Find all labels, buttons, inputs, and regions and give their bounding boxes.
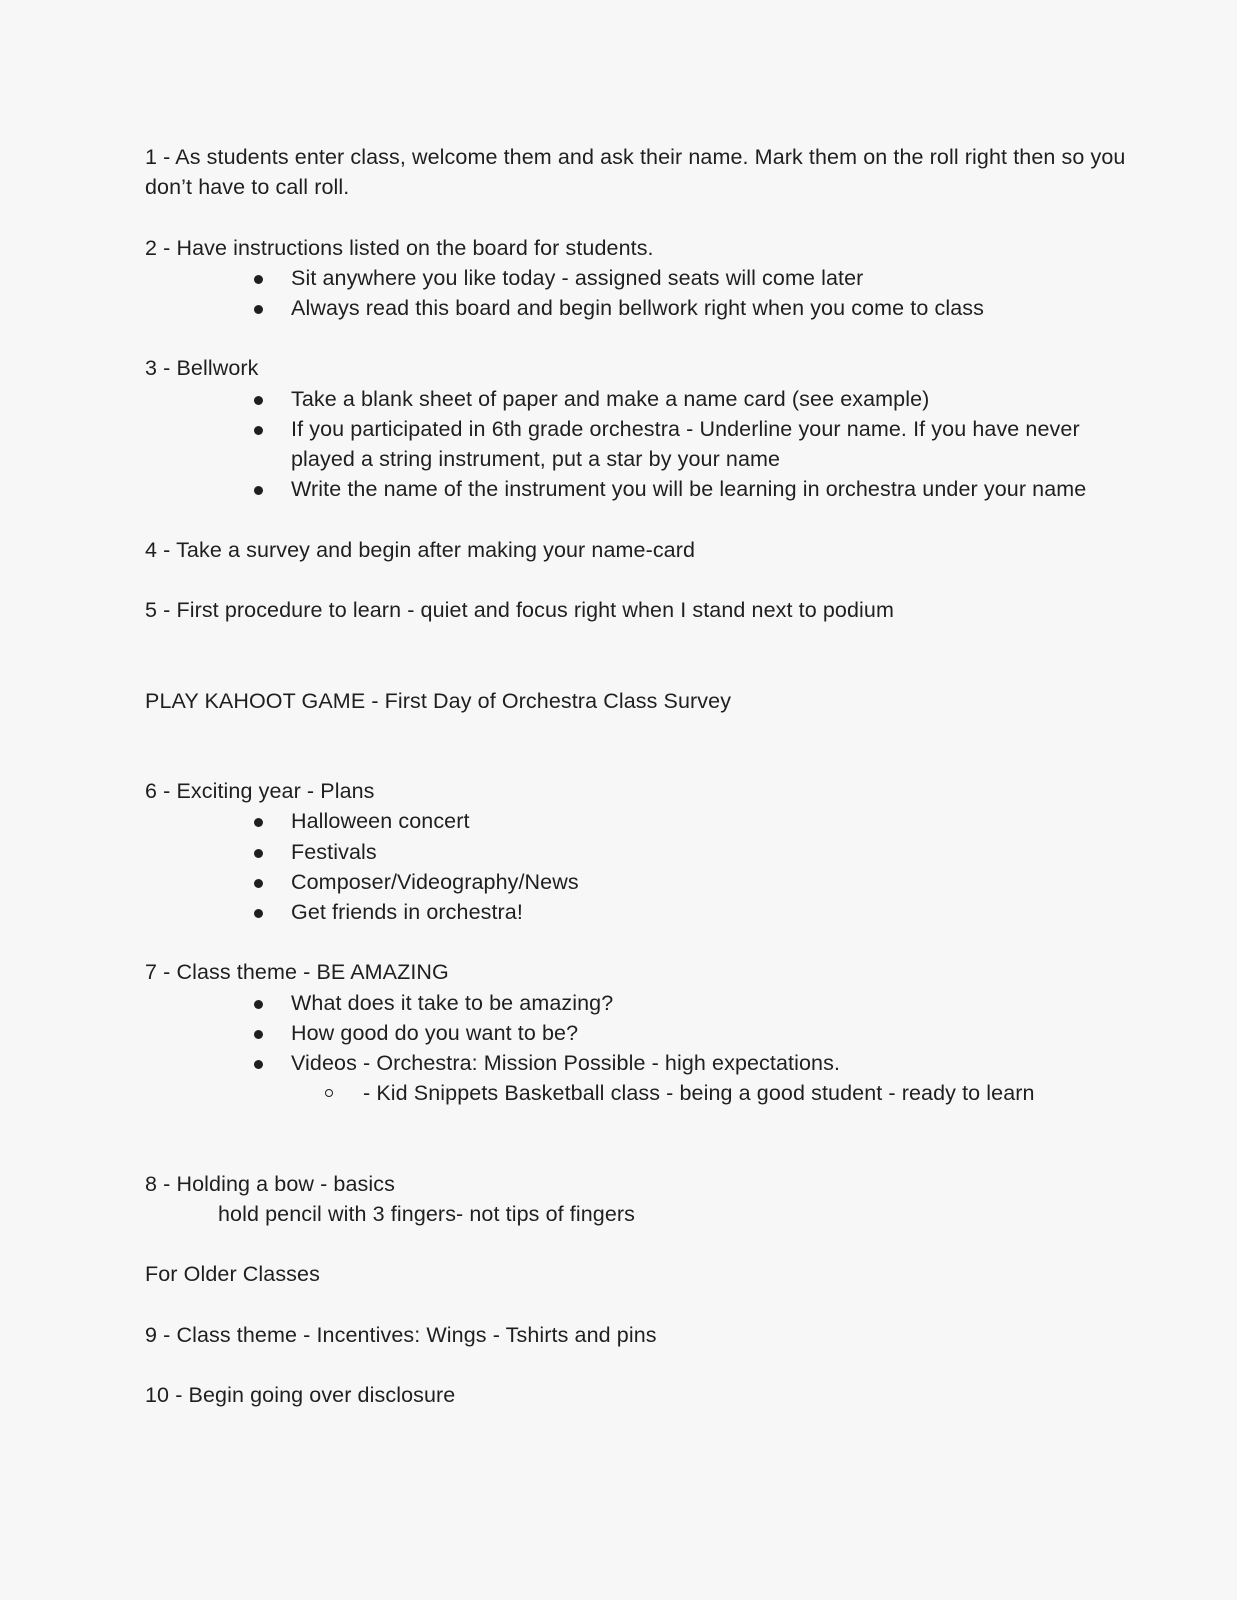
bullet-icon — [254, 396, 263, 405]
item-10: 10 - Begin going over disclosure — [145, 1383, 456, 1408]
bullet-icon — [254, 909, 263, 918]
hollow-bullet-icon — [325, 1089, 333, 1097]
bullet-icon — [254, 879, 263, 888]
bullet-icon — [254, 849, 263, 858]
bullet-icon — [254, 1030, 263, 1039]
bullet-text: Sit anywhere you like today - assigned seats will come later — [291, 265, 864, 290]
bullet-text: Write the name of the instrument you will be learning in orchestra under your name — [291, 477, 1087, 502]
bullet-text: Always read this board and begin bellwork right when you come to class — [291, 296, 984, 320]
bullet-item — [291, 1018, 1135, 1048]
bullet-text: What does it take to be amazing? — [291, 990, 614, 1015]
bullet-item — [291, 474, 1135, 504]
bullet-text: Take a blank sheet of paper and make a name card (see example) — [291, 386, 930, 411]
bullet-text: Get friends in orchestra! — [291, 899, 523, 924]
item-7: 7 - Class theme - BE AMAZING — [145, 960, 449, 985]
bullet-text: How good do you want to be? — [291, 1020, 579, 1045]
sub-bullet-item — [363, 1078, 1135, 1108]
bullet-icon — [254, 818, 263, 827]
item-9: 9 - Class theme - Incentives: Wings - Tshirts and pins — [145, 1322, 657, 1347]
item-2-bullets — [145, 263, 1135, 323]
bullet-item — [291, 988, 1135, 1018]
item-7-bullets — [145, 988, 1135, 1079]
bullet-item — [291, 384, 1135, 414]
bullet-item — [291, 263, 1135, 293]
bullet-item — [291, 1048, 1135, 1078]
bullet-item — [291, 414, 1135, 474]
sub-bullet-text: - Kid Snippets Basketball class - being a good student - ready to learn — [363, 1081, 1035, 1106]
item-6-bullets — [145, 806, 1135, 927]
lesson-plan-content — [145, 142, 1135, 1410]
bullet-item — [291, 806, 1135, 836]
item-5: 5 - First procedure to learn - quiet and focus right when I stand next to podium — [145, 597, 894, 622]
bullet-item — [291, 293, 1135, 323]
bullet-item — [291, 867, 1135, 897]
item-3: 3 - Bellwork — [145, 356, 259, 381]
bullet-item — [291, 897, 1135, 927]
bullet-text: Festivals — [291, 839, 377, 864]
bullet-icon — [254, 426, 263, 435]
kahoot-line: PLAY KAHOOT GAME - First Day of Orchestra Class Survey — [145, 688, 732, 713]
bullet-item — [291, 837, 1135, 867]
bullet-text: Halloween concert — [291, 809, 470, 834]
item-2: 2 - Have instructions listed on the board for students. — [145, 235, 654, 260]
item-6: 6 - Exciting year - Plans — [145, 779, 375, 804]
bullet-icon — [254, 1000, 263, 1009]
bullet-icon — [254, 1060, 263, 1069]
bullet-text: If you participated in 6th grade orchestra - Underline your name. If you have never played a string instrument, put a star by your name — [291, 416, 1080, 471]
bullet-icon — [254, 305, 263, 314]
older-classes-heading: For Older Classes — [145, 1262, 320, 1287]
item-3-bullets — [145, 384, 1135, 505]
bullet-text: Composer/Videography/News — [291, 869, 579, 894]
item-1: 1 - As students enter class, welcome them and ask their name. Mark them on the roll right then so you don’t have to call roll. — [145, 145, 1126, 200]
item-8-note: hold pencil with 3 fingers- not tips of fingers — [218, 1201, 635, 1226]
item-7-sub-bullets — [145, 1078, 1135, 1108]
bullet-icon — [254, 275, 263, 284]
bullet-icon — [254, 486, 263, 495]
item-8: 8 - Holding a bow - basics — [145, 1171, 395, 1196]
item-4: 4 - Take a survey and begin after making your name-card — [145, 537, 696, 562]
bullet-text: Videos - Orchestra: Mission Possible - high expectations. — [291, 1050, 841, 1075]
